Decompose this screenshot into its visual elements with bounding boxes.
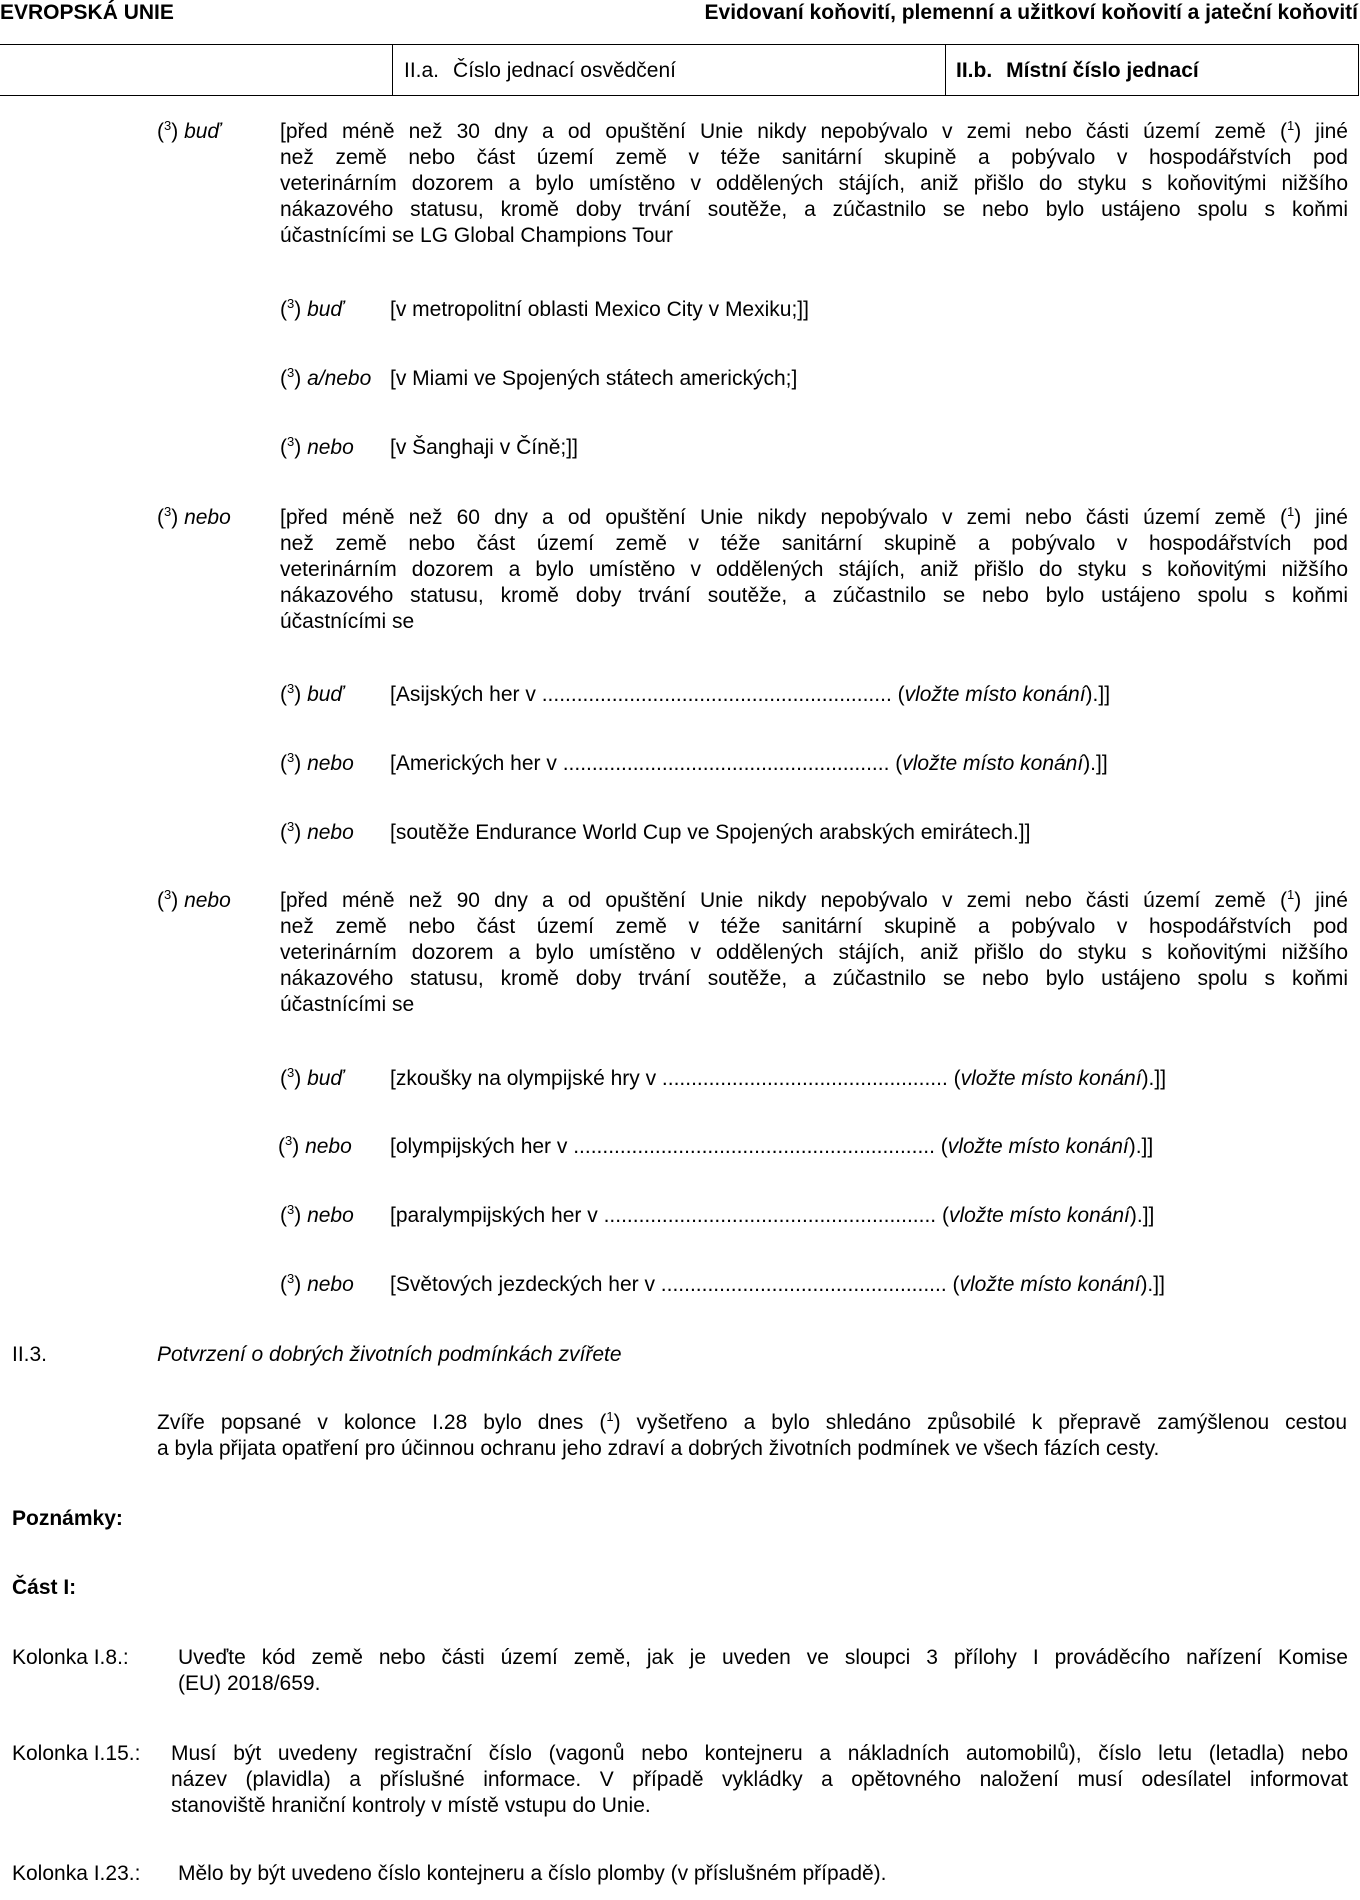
s3-sub1-text: [zkoušky na olympijské hry v ................................................. (vložte místo konání).]] bbox=[390, 1067, 1167, 1090]
header-left: EVROPSKÁ UNIE bbox=[0, 1, 174, 24]
s1-sub2-text: [v Miami ve Spojených státech amerických;] bbox=[390, 367, 798, 390]
s1-sub1-text: [v metropolitní oblasti Mexico City v Mexiku;]] bbox=[390, 298, 809, 321]
ref-b-label: Místní číslo jednací bbox=[1006, 59, 1199, 82]
ii3-paragraph: Zvíře popsané v kolonce I.28 bylo dnes ($^1$) vyšetřeno a bylo shledáno způsobilé k přepravě zamýšlenou cestou a byla přijata opatření pro účinnou ochranu jeho zdraví a dobrých životních podmínek ve všech fázích cesty. bbox=[157, 1409, 1348, 1460]
s1-marker: ($^3$) buď bbox=[157, 118, 221, 143]
ref-a-number: II.a. bbox=[404, 59, 440, 82]
s2-sub2-marker: ($^3$) nebo bbox=[280, 750, 354, 775]
s3-sub3-marker: ($^3$) nebo bbox=[280, 1202, 354, 1227]
s2-sub3-marker: ($^3$) nebo bbox=[280, 819, 354, 844]
s2-sub1-text: [Asijských her v ............................................................ (vložte místo konání).]] bbox=[390, 683, 1111, 706]
s1-sub3-marker: ($^3$) nebo bbox=[280, 434, 354, 459]
note-label-i23: Kolonka I.23.: bbox=[12, 1862, 141, 1885]
ref-a-label: Číslo jednací osvědčení bbox=[453, 59, 676, 82]
s1-paragraph: [před méně než 30 dny a od opuštění Unie nikdy nepobývalo v zemi nebo části území země ($^1$) jiné než země nebo část území země v téže sanitární skupině a pobývalo v hospodářstvích pod veterinárním dozorem a bylo umístěno v oddělených stájích, aniž přišlo do styku s koňovitými nižšího nákazového statusu, kromě doby trvání soutěže, a zúčastnilo se nebo bylo ustájeno spolu s koňmi účastnícími se LG Global Champions Tour bbox=[280, 118, 1348, 247]
s1-sub1-marker: ($^3$) buď bbox=[280, 296, 344, 321]
note-text-i23: Mělo by být uvedeno číslo kontejneru a číslo plomby (v příslušném případě). bbox=[178, 1862, 887, 1885]
header-right: Evidovaní koňovití, plemenní a užitkoví koňovití a jateční koňovití bbox=[704, 1, 1358, 24]
s2-sub1-marker: ($^3$) buď bbox=[280, 681, 344, 706]
s3-sub4-marker: ($^3$) nebo bbox=[280, 1271, 354, 1296]
s3-sub4-text: [Světových jezdeckých her v ................................................. (vložte místo konání).]] bbox=[390, 1273, 1165, 1296]
note-label-i8: Kolonka I.8.: bbox=[12, 1646, 129, 1669]
note-text-i15: Musí být uvedeny registrační číslo (vagonů nebo kontejneru a nákladních automobilů), číslo letu (letadla) nebo název (plavidla) a příslušné informace. V případě vykládky a opětovného naložení musí odesílatel informovat stanoviště hraniční kontroly v místě vstupu do Unie. bbox=[171, 1742, 1348, 1817]
notes-heading: Poznámky: bbox=[12, 1507, 123, 1530]
s1-sub3-text: [v Šanghaji v Číně;]] bbox=[390, 436, 578, 459]
s2-sub3-text: [soutěže Endurance World Cup ve Spojených arabských emirátech.]] bbox=[390, 821, 1031, 844]
s3-sub2-marker: ($^3$) nebo bbox=[278, 1133, 352, 1158]
ii3-number: II.3. bbox=[12, 1343, 48, 1366]
s2-marker: ($^3$) nebo bbox=[157, 504, 231, 529]
s2-paragraph: [před méně než 60 dny a od opuštění Unie nikdy nepobývalo v zemi nebo části území země ($^1$) jiné než země nebo část území země v téže sanitární skupině a pobývalo v hospodářstvích pod veterinárním dozorem a bylo umístěno v oddělených stájích, aniž přišlo do styku s koňovitými nižšího nákazového statusu, kromě doby trvání soutěže, a zúčastnilo se nebo bylo ustájeno spolu s koňmi účastnícími se bbox=[280, 504, 1348, 633]
ref-cell-b bbox=[944, 45, 1358, 95]
s1-sub2-marker: ($^3$) a/nebo bbox=[280, 365, 372, 390]
note-text-i8: Uveďte kód země nebo části území země, jak je uveden ve sloupci 3 přílohy I prováděcího nařízení Komise (EU) 2018/659. bbox=[178, 1646, 1348, 1695]
note-label-i15: Kolonka I.15.: bbox=[12, 1742, 141, 1765]
notes-part-heading: Část I: bbox=[12, 1576, 77, 1599]
reference-box bbox=[0, 44, 1359, 96]
s3-sub3-text: [paralympijských her v ......................................................... (vložte místo konání).]] bbox=[390, 1204, 1155, 1227]
ref-b-number: II.b. bbox=[956, 59, 993, 82]
s3-sub2-text: [olympijských her v .............................................................. (vložte místo konání).]] bbox=[390, 1135, 1154, 1158]
s2-sub2-text: [Amerických her v ........................................................ (vložte místo konání).]] bbox=[390, 752, 1108, 775]
ref-cell-a bbox=[392, 45, 946, 95]
s3-marker: ($^3$) nebo bbox=[157, 887, 231, 912]
ii3-title: Potvrzení o dobrých životních podmínkách zvířete bbox=[157, 1343, 622, 1366]
s3-paragraph: [před méně než 90 dny a od opuštění Unie nikdy nepobývalo v zemi nebo části území země ($^1$) jiné než země nebo část území země v téže sanitární skupině a pobývalo v hospodářstvích pod veterinárním dozorem a bylo umístěno v oddělených stájích, aniž přišlo do styku s koňovitými nižšího nákazového statusu, kromě doby trvání soutěže, a zúčastnilo se nebo bylo ustájeno spolu s koňmi účastnícími se bbox=[280, 887, 1348, 1016]
s3-sub1-marker: ($^3$) buď bbox=[280, 1065, 344, 1090]
